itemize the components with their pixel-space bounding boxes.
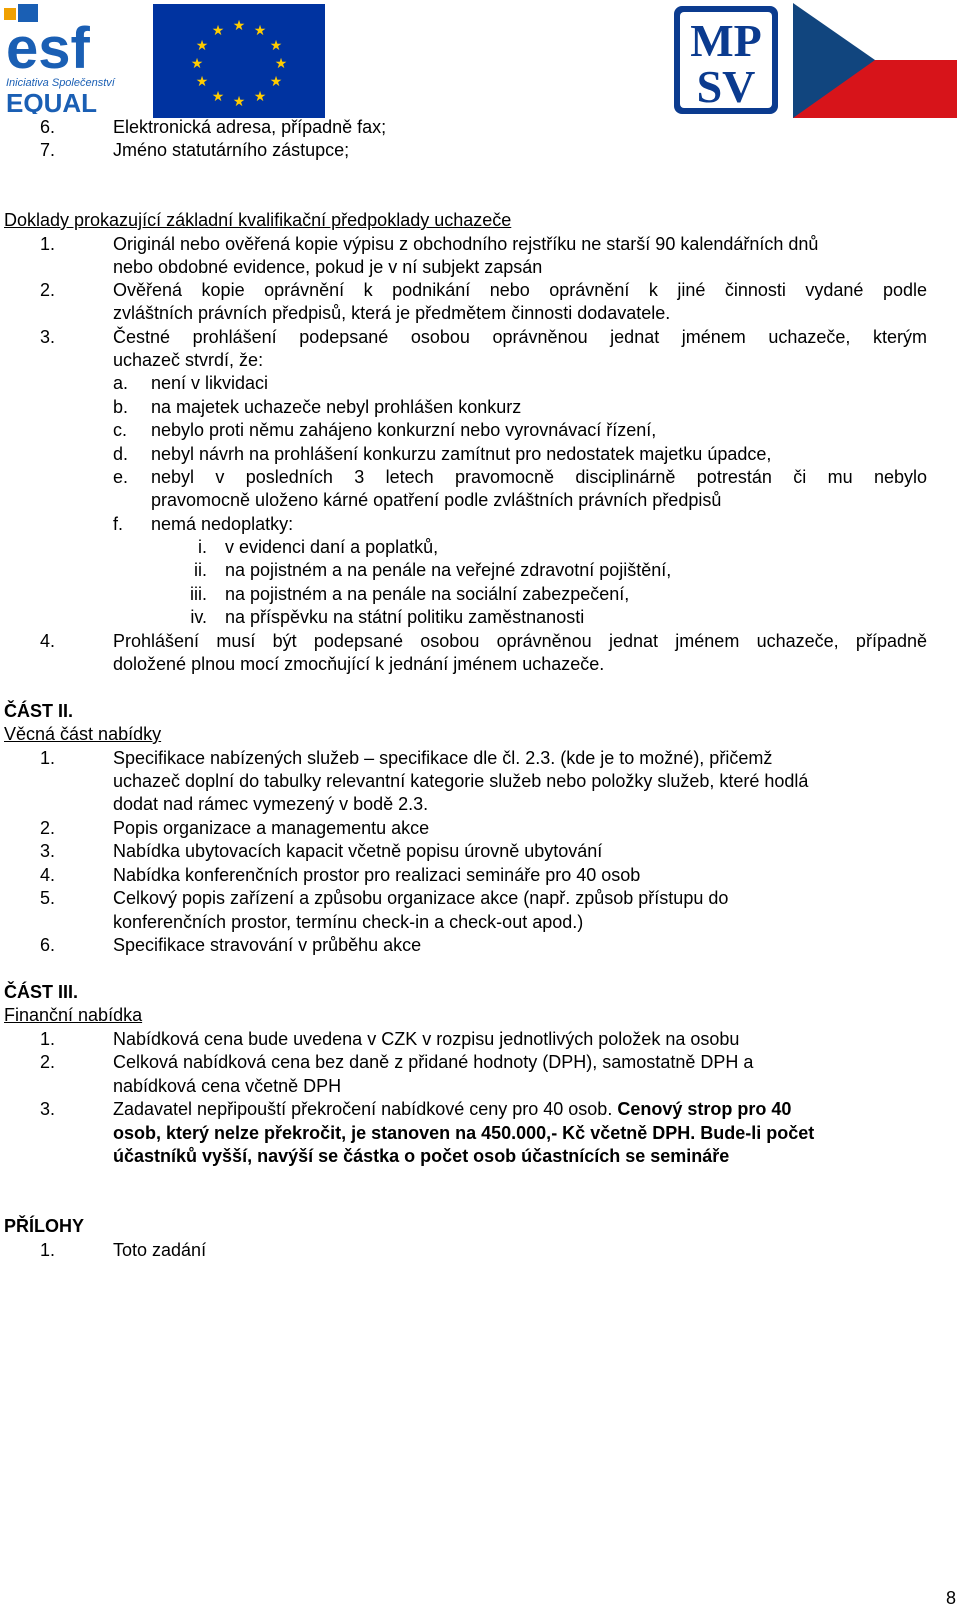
svg-text:★: ★ — [211, 23, 225, 39]
list-item-number: 6. — [40, 117, 56, 137]
sub-item: nebyl v posledních 3 letech pravomocně disciplinárně potrestán či mu nebylo — [151, 467, 927, 487]
svg-text:★: ★ — [211, 89, 225, 105]
price-limit-text: Zadavatel nepřipouští překročení nabídkové ceny pro 40 osob. — [113, 1099, 613, 1119]
list-item-line-wrap — [113, 630, 927, 652]
svg-text:★: ★ — [274, 56, 288, 72]
list-item-line: Nabídka konferenčních prostor pro realizaci semináře pro 40 osob — [113, 865, 641, 885]
list-item-line: dodat nad rámec vymezený v bodě 2.3. — [113, 794, 429, 814]
svg-text:★: ★ — [269, 74, 283, 90]
list-item-line: Celková nabídková cena bez daně z přidané hodnoty (DPH), samostatně DPH a — [113, 1052, 754, 1072]
list-item-line: Nabídková cena bude uvedena v CZK v rozpisu jednotlivých položek na osobu — [113, 1029, 740, 1049]
sub-item-letter: d. — [113, 444, 129, 464]
sub-item-letter: e. — [113, 467, 129, 487]
list-item: Jméno statutárního zástupce; — [113, 140, 350, 160]
section-subtitle: Finanční nabídka — [4, 1005, 143, 1025]
list-item-line — [113, 1098, 791, 1120]
mpsv-logo — [672, 4, 780, 116]
list-item-number: 2. — [40, 818, 56, 838]
svg-text:★: ★ — [195, 74, 209, 90]
roman-item-number: i. — [198, 537, 207, 557]
list-item-line: Ověřená kopie oprávnění k podnikání nebo oprávnění k jiné činnosti vydané podle — [113, 280, 927, 300]
svg-text:★: ★ — [232, 18, 246, 34]
roman-item: na příspěvku na státní politiku zaměstnanosti — [225, 607, 585, 627]
list-item-line: konferenčních prostor, termínu check-in a check-out apod.) — [113, 912, 584, 932]
roman-item: v evidenci daní a poplatků, — [225, 537, 439, 557]
roman-item-number: ii. — [194, 560, 207, 580]
svg-text:★: ★ — [195, 38, 209, 54]
list-item-number: 2. — [40, 280, 56, 300]
list-item-number: 7. — [40, 140, 56, 160]
sub-item: nemá nedoplatky: — [151, 514, 294, 534]
roman-item-number: iii. — [190, 584, 207, 604]
list-item-number: 1. — [40, 234, 56, 254]
svg-text:esf: esf — [6, 16, 90, 81]
list-item-number: 4. — [40, 631, 56, 651]
list-item-line: Specifikace nabízených služeb – specifikace dle čl. 2.3. (kde je to možné), přičemž — [113, 748, 773, 768]
list-item-line: doložené plnou mocí zmocňující k jednání jménem uchazeče. — [113, 654, 605, 674]
sub-item-letter: f. — [113, 514, 124, 534]
list-item: Elektronická adresa, případně fax; — [113, 117, 387, 137]
section-heading: Doklady prokazující základní kvalifikační předpoklady uchazeče — [4, 210, 512, 230]
section-title: PŘÍLOHY — [4, 1216, 85, 1236]
list-item-line: Specifikace stravování v průběhu akce — [113, 935, 422, 955]
list-item-line: zvláštních právních předpisů, která je předmětem činnosti dodavatele. — [113, 303, 671, 323]
sub-item: na majetek uchazeče nebyl prohlášen konkurz — [151, 397, 522, 417]
roman-item: na pojistném a na penále na veřejné zdravotní pojištění, — [225, 560, 672, 580]
svg-text:Iniciativa Společenství: Iniciativa Společenství — [6, 77, 115, 89]
list-item-number: 3. — [40, 1099, 56, 1119]
list-item-line: nabídková cena včetně DPH — [113, 1076, 342, 1096]
list-item-line: Celkový popis zařízení a způsobu organizace akce (např. způsob přístupu do — [113, 888, 729, 908]
sub-item: není v likvidaci — [151, 373, 269, 393]
esf-equal-logo — [4, 4, 128, 114]
header-logos — [0, 0, 960, 120]
section-title: ČÁST III. — [4, 982, 79, 1002]
sub-item-letter: c. — [113, 420, 128, 440]
list-item-line: Prohlášení musí být podepsané osobou oprávněnou jednat jménem uchazeče, případně — [113, 631, 927, 651]
list-item-line: nebo obdobné evidence, pokud je v ní subjekt zapsán — [113, 257, 543, 277]
svg-text:★: ★ — [190, 56, 204, 72]
list-item-line-wrap — [113, 326, 927, 348]
sub-item: pravomocně uloženo kárné opatření podle zvláštních právních předpisů — [151, 490, 722, 510]
svg-text:★: ★ — [269, 38, 283, 54]
list-item-line: Popis organizace a managementu akce — [113, 818, 430, 838]
roman-item: na pojistném a na penále na sociální zabezpečení, — [225, 584, 630, 604]
list-item-line: uchazeč stvrdí, že: — [113, 350, 264, 370]
czech-flag-logo — [793, 3, 957, 118]
eu-flag-logo — [153, 4, 325, 118]
list-item-number: 2. — [40, 1052, 56, 1072]
svg-text:MP: MP — [690, 15, 762, 66]
svg-text:★: ★ — [253, 89, 267, 105]
svg-text:EQUAL: EQUAL — [6, 88, 97, 114]
svg-text:★: ★ — [253, 23, 267, 39]
price-cap-text: osob, který nelze překročit, je stanoven na 450.000,- Kč včetně DPH. Bude-li počet — [113, 1123, 815, 1143]
list-item-line: Originál nebo ověřená kopie výpisu z obchodního rejstříku ne starší 90 kalendářních dnů — [113, 234, 819, 254]
list-item-number: 6. — [40, 935, 56, 955]
sub-item: nebyl návrh na prohlášení konkurzu zamítnut pro nedostatek majetku úpadce, — [151, 444, 772, 464]
roman-item-number: iv. — [190, 607, 207, 627]
sub-item-line-wrap — [151, 466, 927, 488]
svg-text:SV: SV — [696, 61, 756, 112]
price-cap-text: účastníků vyšší, navýší se částka o počet osob účastnících se semináře — [113, 1146, 730, 1166]
list-item-number: 4. — [40, 865, 56, 885]
price-cap-text: Cenový strop pro 40 — [617, 1099, 792, 1119]
list-item-number: 1. — [40, 748, 56, 768]
list-item-number: 5. — [40, 888, 56, 908]
list-item-line: uchazeč doplní do tabulky relevantní kategorie služeb nebo položky služeb, které hodlá — [113, 771, 809, 791]
list-item-line-wrap — [113, 279, 927, 301]
page-number: 8 — [945, 1588, 956, 1608]
svg-text:★: ★ — [232, 94, 246, 110]
sub-item: nebylo proti němu zahájeno konkurzní nebo vyrovnávací řízení, — [151, 420, 657, 440]
list-item-line: Čestné prohlášení podepsané osobou oprávněnou jednat jménem uchazeče, kterým — [113, 327, 927, 347]
attachment-item: Toto zadání — [113, 1240, 207, 1260]
list-item-number: 3. — [40, 841, 56, 861]
section-subtitle: Věcná část nabídky — [4, 724, 162, 744]
sub-item-letter: a. — [113, 373, 129, 393]
list-item-number: 1. — [40, 1029, 56, 1049]
list-item-line: Nabídka ubytovacích kapacit včetně popisu úrovně ubytování — [113, 841, 603, 861]
list-item-number: 3. — [40, 327, 56, 347]
section-title: ČÁST II. — [4, 701, 74, 721]
list-item-number: 1. — [40, 1240, 56, 1260]
sub-item-letter: b. — [113, 397, 129, 417]
